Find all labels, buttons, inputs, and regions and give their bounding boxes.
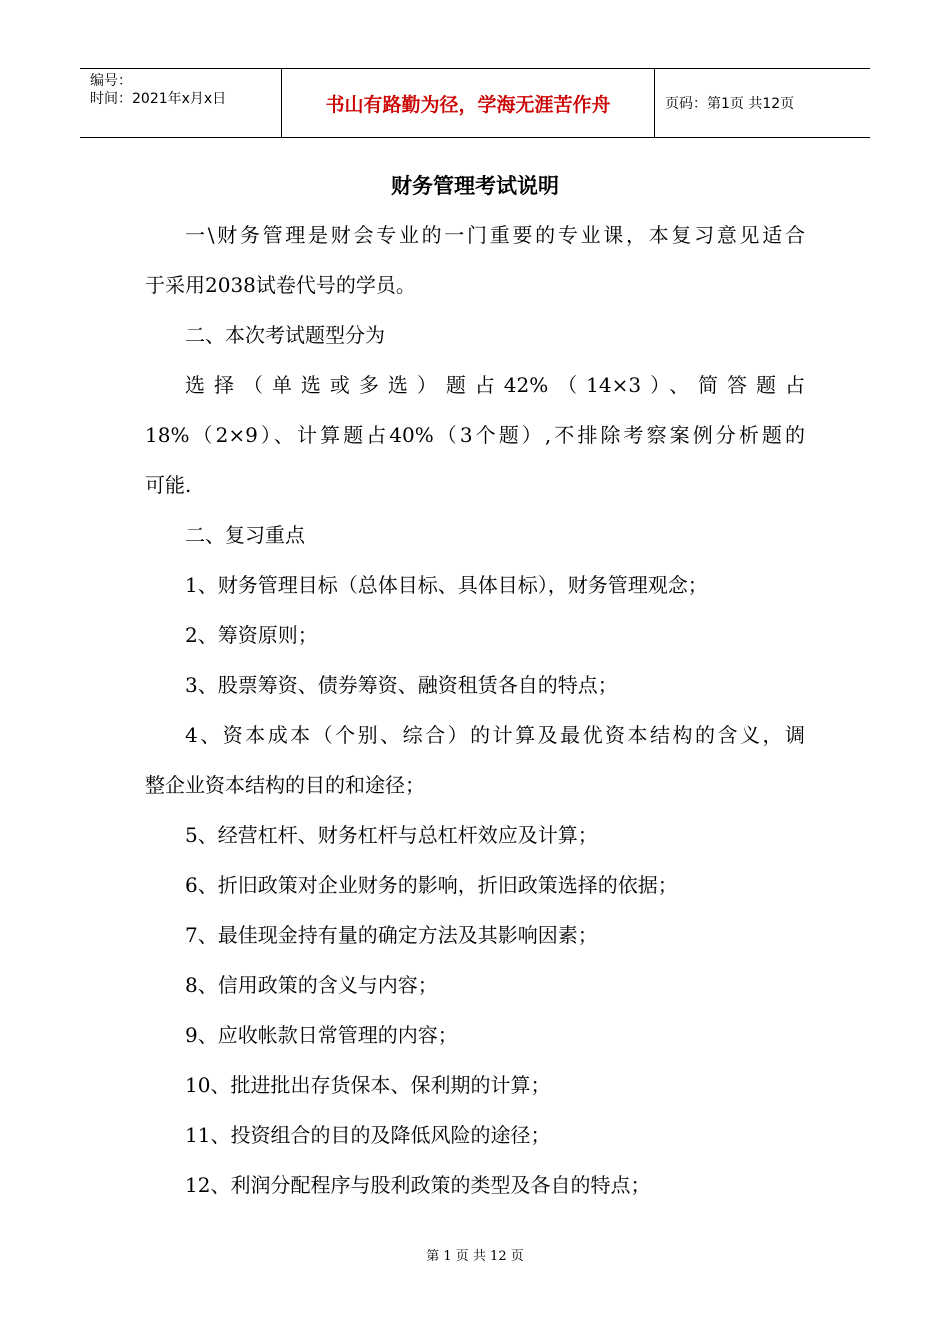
header-motto-cell <box>282 69 655 137</box>
list-item: 12、利润分配程序与股利政策的类型及各自的特点； <box>185 1173 651 1197</box>
list-item: 10、批进批出存货保本、保利期的计算； <box>185 1073 551 1097</box>
date-label: 时间：2021年x月x日 <box>90 91 227 107</box>
paragraph: 一\财务管理是财会专业的一门重要的专业课，本复习意见适合 <box>185 223 805 247</box>
paragraph: 于采用2038试卷代号的学员。 <box>145 273 416 297</box>
document-body <box>145 210 805 1210</box>
list-item: 9、应收帐款日常管理的内容； <box>185 1023 458 1047</box>
paragraph: 18%（2×9）、计算题占40%（3个题）,不排除考察案例分析题的 <box>145 423 805 447</box>
motto-text: 书山有路勤为径，学海无涯苦作舟 <box>325 93 611 116</box>
list-item: 4、资本成本（个别、综合）的计算及最优资本结构的含义，调 <box>185 723 805 747</box>
page-footer: 第 1 页 共 12 页 <box>426 1249 524 1264</box>
list-item: 7、最佳现金持有量的确定方法及其影响因素； <box>185 923 598 947</box>
list-item: 5、经营杠杆、财务杠杆与总杠杆效应及计算； <box>185 823 598 847</box>
list-item: 3、股票筹资、债券筹资、融资租赁各自的特点； <box>185 673 618 697</box>
list-item-continuation: 整企业资本结构的目的和途径； <box>145 773 425 797</box>
paragraph: 二、本次考试题型分为 <box>185 323 385 347</box>
list-item: 6、折旧政策对企业财务的影响，折旧政策选择的依据； <box>185 873 678 897</box>
serial-label: 编号： <box>90 73 132 89</box>
list-item: 2、筹资原则； <box>185 623 318 647</box>
paragraph: 可能. <box>145 473 192 497</box>
page-info: 页码：第1页 共12页 <box>665 96 795 112</box>
list-item: 8、信用政策的含义与内容； <box>185 973 438 997</box>
document-title: 财务管理考试说明 <box>391 174 559 198</box>
header-page-cell <box>655 69 870 137</box>
paragraph: 选择（单选或多选）题占42%（14×3）、简答题占 <box>185 373 805 397</box>
list-item: 1、财务管理目标（总体目标、具体目标），财务管理观念； <box>185 573 708 597</box>
header-meta-cell <box>80 69 282 137</box>
header-table <box>80 68 870 138</box>
list-item: 11、投资组合的目的及降低风险的途径； <box>185 1123 551 1147</box>
paragraph: 二、复习重点 <box>185 523 305 547</box>
